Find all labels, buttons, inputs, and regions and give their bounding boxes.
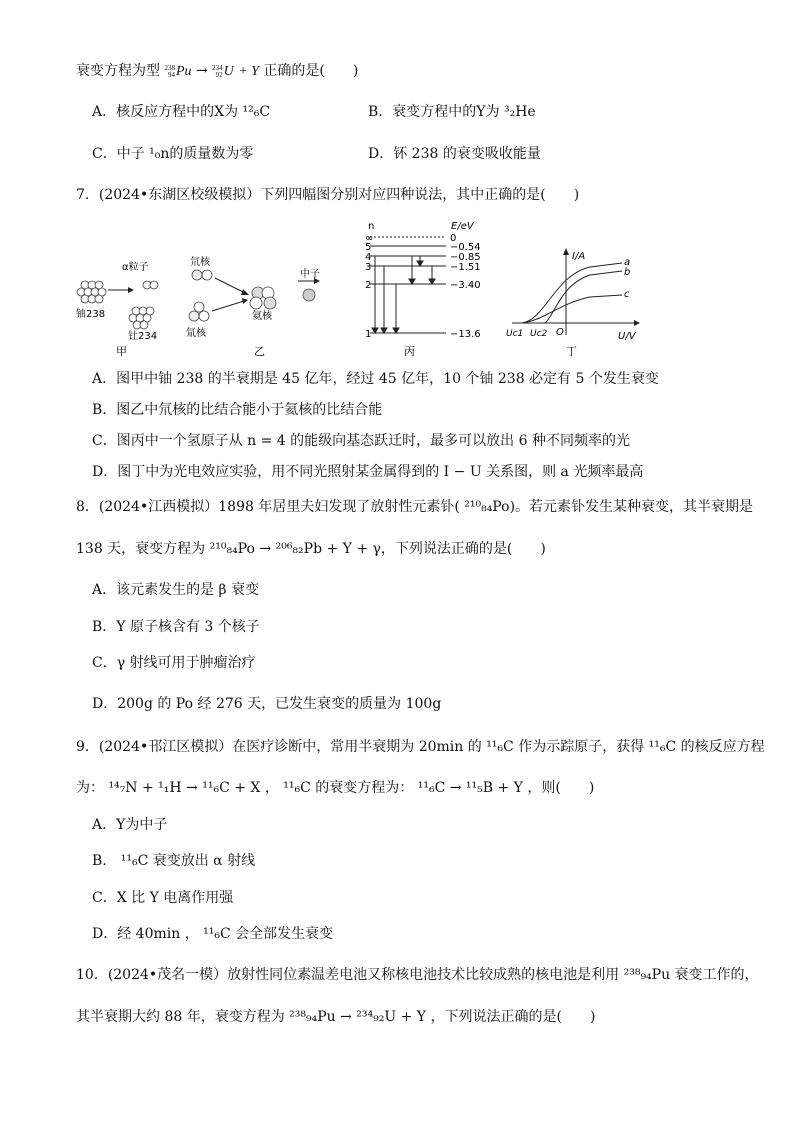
caption-jia: 甲	[116, 345, 127, 358]
curve-a	[522, 263, 622, 323]
ding-xlabel: U/V	[618, 331, 636, 342]
curve-b	[545, 271, 622, 323]
fig-yi	[186, 255, 320, 358]
u-sym: U	[223, 64, 234, 79]
q7-option-a: A．图甲中铀 238 的半衰期是 45 亿年，经过 45 亿年，10 个铀 238 必定有 5 个发生衰变	[92, 371, 659, 387]
q7-option-c: C．图丙中一个氢原子从 n = 4 的能级向基态跃迁时，最多可以放出 6 种不同频率的光	[92, 433, 630, 449]
q6-stem-suffix: 正确的是( )	[263, 63, 359, 79]
svg-text:0: 0	[450, 233, 457, 244]
caption-bing: 丙	[404, 345, 415, 358]
fig-jia	[76, 260, 158, 358]
triton-label: 氚核	[186, 328, 206, 339]
q10-stem-1: 10．(2024•茂名一模）放射性同位素温差电池又称核电池技术比较成熟的核电池是利用 ²³⁸₉₄Pu 衰变工作的，	[76, 967, 759, 983]
svg-text:1: 1	[365, 329, 372, 340]
th234-nucleus	[129, 307, 154, 329]
q10-stem-2: 其半衰期大约 88 年，衰变方程为 ²³⁸₉₄Pu → ²³⁴₉₂U + Y ，下列说法正确的是( )	[76, 1009, 596, 1025]
q9-stem-1: 9．(2024•邗江区模拟）在医疗诊断中，常用半衰期为 20min 的 ¹¹₆C 作为示踪原子，获得 ¹¹₆C 的核反应方程	[76, 739, 765, 755]
eq-tail: + Y	[238, 64, 259, 79]
svg-text:−1.51: −1.51	[450, 262, 481, 273]
curve-c-label: c	[624, 289, 630, 300]
fig-bing	[365, 221, 481, 358]
q9-option-c: C．X 比 Y 电离作用强	[92, 890, 234, 906]
q7-option-d: D．图丁中为光电效应实验，用不同光照射某金属得到的 I − U 关系图，则 a 光频率最高	[92, 464, 644, 480]
svg-text:∞: ∞	[365, 233, 374, 244]
svg-text:−0.54: −0.54	[450, 242, 481, 253]
e-axis-label: E/eV	[451, 221, 474, 232]
pu-sym: Pu	[175, 64, 192, 79]
svg-text:2: 2	[365, 280, 372, 291]
svg-text:−3.40: −3.40	[450, 280, 481, 291]
q6-option-c: C．中子 ¹₀n的质量数为零	[92, 146, 254, 162]
q7-stem: 7．(2024•东湖区校级模拟）下列四幅图分别对应四种说法，其中正确的是( )	[76, 187, 580, 203]
q9-option-a: A．Y为中子	[92, 817, 168, 833]
svg-text:3: 3	[365, 262, 372, 273]
q7-option-b: B．图乙中氘核的比结合能小于氦核的比结合能	[92, 402, 383, 418]
u-mass: 234	[212, 63, 223, 72]
fig-ding	[506, 248, 640, 358]
curve-c	[522, 295, 622, 323]
q8-option-b: B．Y 原子核含有 3 个核子	[92, 619, 260, 635]
neutron-label: 中子	[300, 269, 320, 280]
q8-option-c: C．γ 射线可用于肿瘤治疗	[92, 655, 256, 671]
u238-label: 铀238	[76, 309, 106, 320]
u238-nucleus	[77, 281, 106, 303]
q9-stem-2: 为： ¹⁴₇N + ¹₁H → ¹¹₆C + X ， ¹¹₆C 的衰变方程为： ¹¹₆C → ¹¹₅B + Y ，则( )	[76, 780, 595, 796]
pu-nuclide	[164, 63, 191, 81]
th234-label: 钍234	[128, 331, 158, 342]
pu-z: 94	[167, 70, 175, 79]
alpha-label: α粒子	[122, 262, 149, 273]
uc2-label: Uc2	[530, 329, 548, 339]
n-axis-label: n	[368, 221, 375, 232]
transition-arrows	[372, 256, 435, 333]
helium-label: 氦核	[252, 311, 272, 322]
q9-option-b: B． ¹¹₆C 衰变放出 α 射线	[92, 853, 256, 869]
q8-stem-1: 8．(2024•江西模拟）1898 年居里夫妇发现了放射性元素钋( ²¹⁰₈₄Po)。若元素钋发生某种衰变，其半衰期是	[76, 499, 754, 515]
svg-text:−0.85: −0.85	[450, 252, 481, 263]
q9-option-d: D．经 40min ， ¹¹₆C 会全部发生衰变	[92, 926, 334, 942]
q6-option-d: D．钚 238 的衰变吸收能量	[368, 146, 541, 162]
q6-option-b: B．衰变方程中的Y为 ³₂He	[368, 104, 536, 120]
uc1-label: Uc1	[506, 329, 524, 339]
q8-option-a: A．该元素发生的是 β 衰变	[92, 582, 260, 598]
u-nuclide	[212, 63, 234, 81]
q6-option-a: A．核反应方程中的X为 ¹²₆C	[92, 104, 271, 120]
caption-ding: 丁	[566, 345, 577, 358]
q7-figures	[0, 215, 794, 360]
q8-stem-2: 138 天，衰变方程为 ²¹⁰₈₄Po → ²⁰⁶₈₂Pb + Y + γ，下列说法正确的是( )	[76, 541, 546, 557]
q8-option-d: D．200g 的 Po 经 276 天，已发生衰变的质量为 100g	[92, 696, 442, 712]
pu-mass: 238	[164, 63, 175, 72]
level-e-labels	[450, 233, 481, 340]
q6-stem	[76, 62, 358, 81]
u-z: 92	[215, 70, 223, 79]
deuteron-label: 氘核	[190, 257, 210, 268]
curve-b-label: b	[624, 267, 631, 278]
arrow: →	[195, 63, 208, 79]
q6-stem-prefix: 衰变方程为型	[76, 63, 160, 79]
svg-text:−13.6: −13.6	[450, 329, 481, 340]
svg-text:5: 5	[365, 242, 372, 253]
curve-a-label: a	[624, 257, 631, 268]
level-n-labels	[365, 233, 373, 340]
caption-yi: 乙	[254, 345, 265, 358]
ding-origin: O	[556, 327, 564, 338]
ding-ylabel: I/A	[572, 251, 586, 262]
svg-text:4: 4	[365, 252, 372, 263]
